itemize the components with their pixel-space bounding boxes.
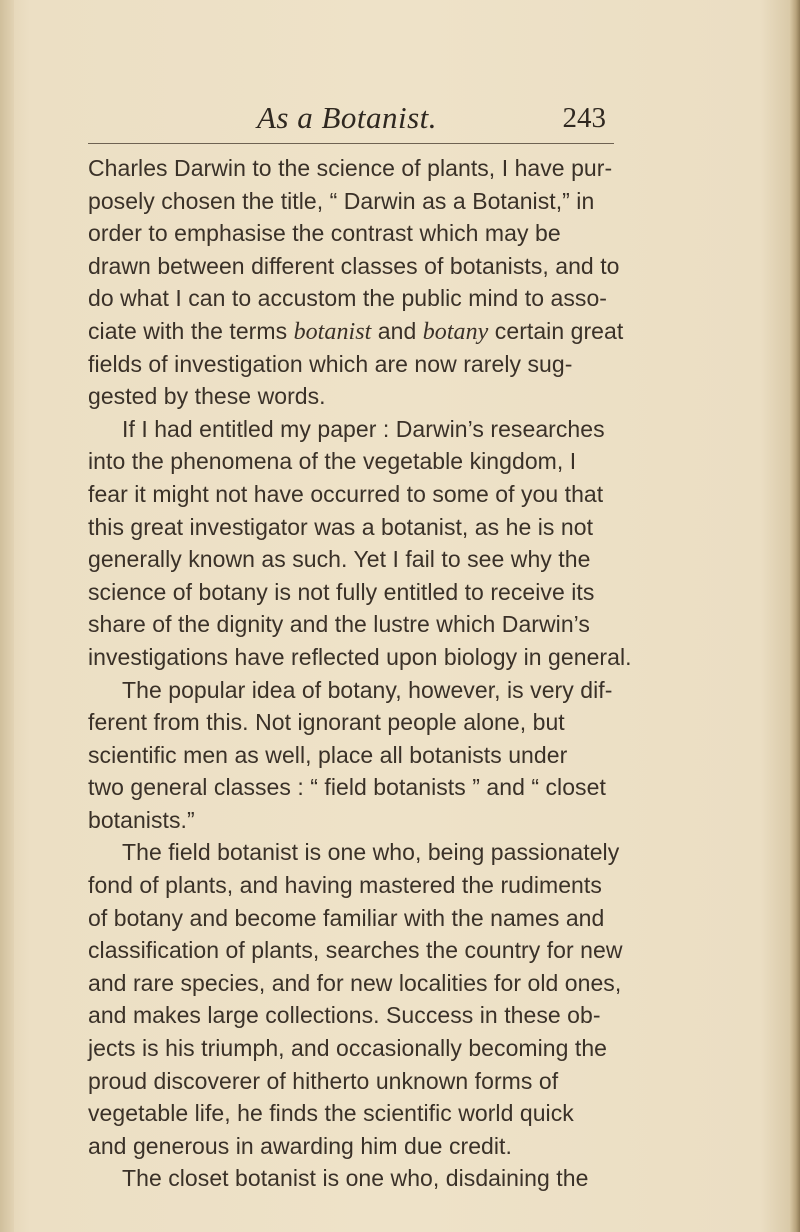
text-line: botanists.” bbox=[88, 806, 195, 833]
text-line: into the phenomena of the vegetable kingdom, I bbox=[88, 448, 577, 475]
text-line: drawn between different classes of botanists, and to bbox=[88, 252, 620, 279]
text-line: vegetable life, he finds the scientific world quick bbox=[88, 1100, 574, 1127]
text-line: this great investigator was a botanist, as he is not bbox=[88, 513, 594, 540]
page-gutter-shadow bbox=[0, 0, 14, 1232]
text-line: and generous in awarding him due credit. bbox=[88, 1132, 512, 1159]
text-line: classification of plants, searches the country for new bbox=[88, 937, 623, 964]
text-line: fear it might not have occurred to some of you that bbox=[88, 480, 604, 507]
text-line: proud discoverer of hitherto unknown forms of bbox=[88, 1067, 559, 1094]
text-line: generally known as such. Yet I fail to see why the bbox=[88, 546, 591, 573]
text-line: order to emphasise the contrast which may be bbox=[88, 220, 561, 247]
text-line: science of botany is not fully entitled to receive its bbox=[88, 578, 595, 605]
italic-term-botany: botany bbox=[422, 318, 489, 345]
text-line: ferent from this. Not ignorant people alone, but bbox=[88, 709, 565, 736]
running-head: As a Botanist. bbox=[256, 100, 438, 135]
text-line: fields of investigation which are now rarely sug- bbox=[88, 350, 573, 377]
header-rule bbox=[88, 143, 614, 144]
text-segment: certain great bbox=[488, 317, 624, 344]
text-line: share of the dignity and the lustre which Darwin’s bbox=[88, 611, 590, 638]
text-line: Charles Darwin to the science of plants, I have pur- bbox=[88, 155, 613, 181]
text-line: and rare species, and for new localities for old ones, bbox=[88, 969, 622, 996]
text-line: of botany and become familiar with the names and bbox=[88, 904, 605, 931]
page-edge-shadow bbox=[790, 0, 800, 1232]
text-line: scientific men as well, place all botanists under bbox=[88, 741, 568, 768]
paragraph-start-line: The closet botanist is one who, disdaining the bbox=[122, 1165, 589, 1192]
body-text bbox=[88, 152, 632, 1195]
text-line: investigations have reflected upon biology in general. bbox=[88, 643, 632, 670]
text-line: and makes large collections. Success in these ob- bbox=[88, 1002, 601, 1029]
paragraph-start-line: The field botanist is one who, being passionately bbox=[122, 839, 620, 866]
text-segment: ciate with the terms bbox=[88, 317, 294, 344]
italic-term-botanist: botanist bbox=[293, 318, 372, 345]
text-line: gested by these words. bbox=[88, 383, 326, 410]
text-line: do what I can to accustom the public mind to asso- bbox=[88, 285, 607, 312]
paragraph-start-line: If I had entitled my paper : Darwin’s researches bbox=[122, 415, 605, 442]
text-line: posely chosen the title, “ Darwin as a Botanist,” in bbox=[88, 187, 595, 214]
text-line: fond of plants, and having mastered the rudiments bbox=[88, 872, 602, 899]
page-header bbox=[84, 98, 610, 144]
text-line: jects is his triumph, and occasionally becoming the bbox=[88, 1035, 608, 1062]
text-segment: and bbox=[371, 317, 423, 344]
text-line bbox=[88, 315, 628, 348]
paragraph-start-line: The popular idea of botany, however, is very dif- bbox=[122, 676, 613, 703]
page-number: 243 bbox=[562, 102, 606, 134]
text-line: two general classes : “ field botanists ” and “ closet bbox=[88, 774, 606, 801]
